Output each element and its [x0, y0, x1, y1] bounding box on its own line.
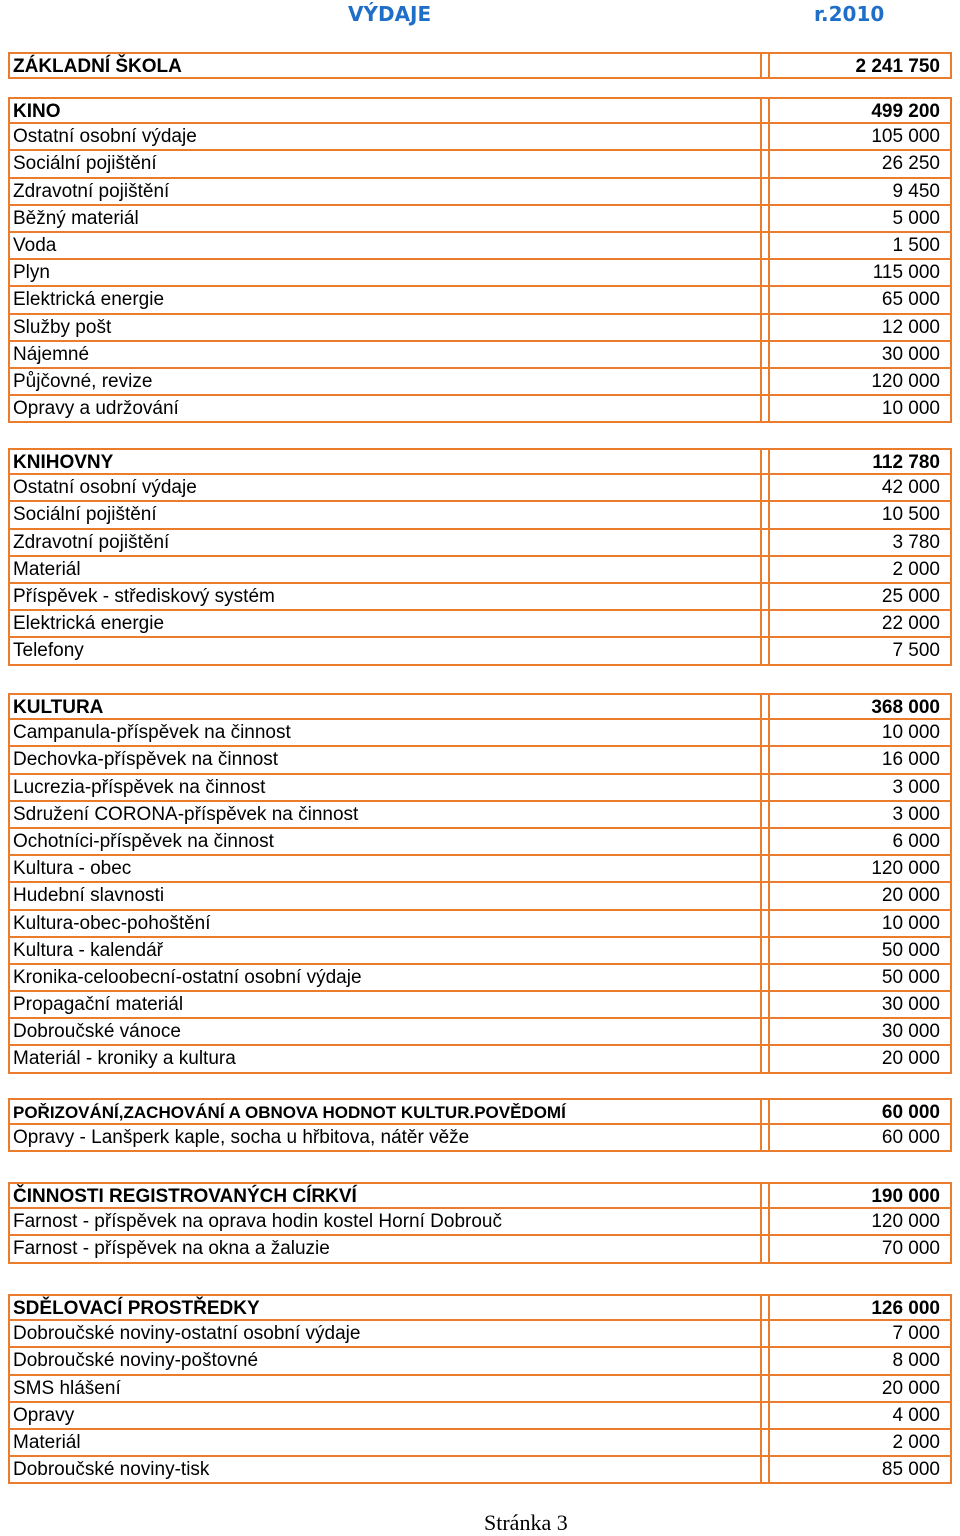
item-label: Dobroučské noviny-ostatní osobní výdaje [8, 1321, 762, 1346]
item-amount: 30 000 [768, 992, 952, 1017]
item-amount: 70 000 [768, 1236, 952, 1261]
section-header-row [8, 448, 952, 475]
table-row [8, 1376, 952, 1403]
section-header-row [8, 693, 952, 720]
section-title: ČINNOSTI REGISTROVANÝCH CÍRKVÍ [8, 1184, 762, 1207]
table-row [8, 206, 952, 233]
item-label: Půjčovné, revize [8, 369, 762, 394]
item-label: Propagační materiál [8, 992, 762, 1017]
section-title: SDĚLOVACÍ PROSTŘEDKY [8, 1296, 762, 1319]
item-label: Materiál - kroniky a kultura [8, 1046, 762, 1071]
table-row [8, 502, 952, 529]
item-amount: 42 000 [768, 475, 952, 500]
table-row [8, 1209, 952, 1236]
section-title: KNIHOVNY [8, 450, 762, 473]
item-label: Kultura - kalendář [8, 938, 762, 963]
section-title: KINO [8, 99, 762, 122]
table-row [8, 747, 952, 774]
table-row [8, 342, 952, 369]
item-label: Kultura - obec [8, 856, 762, 881]
item-label: Elektrická energie [8, 611, 762, 636]
table-row [8, 1348, 952, 1375]
table-row [8, 992, 952, 1019]
item-amount: 65 000 [768, 287, 952, 312]
item-amount: 85 000 [768, 1457, 952, 1482]
table-row [8, 1019, 952, 1046]
item-amount: 10 000 [768, 720, 952, 745]
item-label: Služby pošt [8, 315, 762, 340]
section-table [8, 693, 952, 1074]
item-label: Plyn [8, 260, 762, 285]
table-row [8, 287, 952, 314]
item-amount: 7 000 [768, 1321, 952, 1346]
section-table [8, 52, 952, 79]
item-amount: 10 000 [768, 911, 952, 936]
item-label: Telefony [8, 638, 762, 663]
table-row [8, 557, 952, 584]
item-amount: 3 000 [768, 802, 952, 827]
item-amount: 105 000 [768, 124, 952, 149]
item-label: Ochotníci-příspěvek na činnost [8, 829, 762, 854]
table-row [8, 475, 952, 502]
table-row [8, 938, 952, 965]
table-row [8, 584, 952, 611]
table-row [8, 124, 952, 151]
item-amount: 10 500 [768, 502, 952, 527]
table-row [8, 179, 952, 206]
section-table [8, 97, 952, 423]
table-row [8, 965, 952, 992]
table-row [8, 1321, 952, 1348]
item-amount: 8 000 [768, 1348, 952, 1373]
item-label: Lucrezia-příspěvek na činnost [8, 775, 762, 800]
item-amount: 5 000 [768, 206, 952, 231]
item-amount: 120 000 [768, 1209, 952, 1234]
item-label: Materiál [8, 557, 762, 582]
section-title: ZÁKLADNÍ ŠKOLA [8, 54, 762, 77]
table-row [8, 1125, 952, 1152]
table-row [8, 260, 952, 287]
item-amount: 12 000 [768, 315, 952, 340]
table-row [8, 233, 952, 260]
year-label: r.2010 [814, 2, 885, 26]
item-label: Ostatní osobní výdaje [8, 475, 762, 500]
item-label: Zdravotní pojištění [8, 179, 762, 204]
item-label: Sociální pojištění [8, 502, 762, 527]
item-amount: 2 000 [768, 1430, 952, 1455]
section-table [8, 448, 952, 666]
item-amount: 20 000 [768, 883, 952, 908]
table-row [8, 775, 952, 802]
table-row [8, 611, 952, 638]
item-amount: 4 000 [768, 1403, 952, 1428]
section-total: 126 000 [768, 1296, 952, 1319]
item-amount: 120 000 [768, 856, 952, 881]
item-amount: 25 000 [768, 584, 952, 609]
table-row [8, 151, 952, 178]
item-label: Elektrická energie [8, 287, 762, 312]
page-number: Stránka 3 [484, 1510, 568, 1535]
item-label: Běžný materiál [8, 206, 762, 231]
table-row [8, 1046, 952, 1073]
section-total: 368 000 [768, 695, 952, 718]
section-total: 60 000 [768, 1100, 952, 1123]
table-row [8, 856, 952, 883]
item-amount: 3 780 [768, 530, 952, 555]
item-amount: 3 000 [768, 775, 952, 800]
section-header-row [8, 97, 952, 124]
section-total: 2 241 750 [768, 54, 952, 77]
section-header-row [8, 52, 952, 79]
item-label: Farnost - příspěvek na oprava hodin kostel Horní Dobrouč [8, 1209, 762, 1234]
table-row [8, 1403, 952, 1430]
item-amount: 9 450 [768, 179, 952, 204]
section-table [8, 1182, 952, 1264]
section-header-row [8, 1294, 952, 1321]
item-label: Farnost - příspěvek na okna a žaluzie [8, 1236, 762, 1261]
table-row [8, 829, 952, 856]
table-row [8, 911, 952, 938]
section-table [8, 1098, 952, 1152]
section-total: 190 000 [768, 1184, 952, 1207]
item-amount: 20 000 [768, 1046, 952, 1071]
item-amount: 50 000 [768, 965, 952, 990]
table-row [8, 1457, 952, 1484]
item-amount: 50 000 [768, 938, 952, 963]
table-row [8, 802, 952, 829]
table-row [8, 396, 952, 423]
section-title: KULTURA [8, 695, 762, 718]
table-row [8, 530, 952, 557]
table-row [8, 883, 952, 910]
item-label: Příspěvek - střediskový systém [8, 584, 762, 609]
item-amount: 22 000 [768, 611, 952, 636]
item-label: Ostatní osobní výdaje [8, 124, 762, 149]
item-label: Opravy - Lanšperk kaple, socha u hřbitova, nátěr věže [8, 1125, 762, 1150]
item-label: Hudební slavnosti [8, 883, 762, 908]
item-amount: 120 000 [768, 369, 952, 394]
item-label: Opravy [8, 1403, 762, 1428]
item-amount: 30 000 [768, 1019, 952, 1044]
item-label: Materiál [8, 1430, 762, 1455]
item-amount: 16 000 [768, 747, 952, 772]
item-amount: 10 000 [768, 396, 952, 421]
item-label: Kronika-celoobecní-ostatní osobní výdaje [8, 965, 762, 990]
item-amount: 20 000 [768, 1376, 952, 1401]
table-row [8, 369, 952, 396]
item-label: Opravy a udržování [8, 396, 762, 421]
item-amount: 26 250 [768, 151, 952, 176]
section-table [8, 1294, 952, 1484]
table-row [8, 720, 952, 747]
item-label: Campanula-příspěvek na činnost [8, 720, 762, 745]
table-row [8, 315, 952, 342]
table-row [8, 638, 952, 665]
item-label: Voda [8, 233, 762, 258]
section-total: 112 780 [768, 450, 952, 473]
section-title: POŘIZOVÁNÍ,ZACHOVÁNÍ A OBNOVA HODNOT KULTUR.POVĚDOMÍ [8, 1100, 762, 1123]
item-label: Sociální pojištění [8, 151, 762, 176]
item-label: Dobroučské vánoce [8, 1019, 762, 1044]
item-amount: 6 000 [768, 829, 952, 854]
item-label: Nájemné [8, 342, 762, 367]
item-amount: 2 000 [768, 557, 952, 582]
page-title: VÝDAJE [348, 2, 432, 26]
section-total: 499 200 [768, 99, 952, 122]
table-row [8, 1236, 952, 1263]
item-label: Zdravotní pojištění [8, 530, 762, 555]
item-label: SMS hlášení [8, 1376, 762, 1401]
item-label: Kultura-obec-pohoštění [8, 911, 762, 936]
section-header-row [8, 1182, 952, 1209]
item-label: Sdružení CORONA-příspěvek na činnost [8, 802, 762, 827]
item-amount: 60 000 [768, 1125, 952, 1150]
item-amount: 115 000 [768, 260, 952, 285]
section-header-row [8, 1098, 952, 1125]
item-label: Dobroučské noviny-poštovné [8, 1348, 762, 1373]
item-amount: 1 500 [768, 233, 952, 258]
item-label: Dobroučské noviny-tisk [8, 1457, 762, 1482]
item-amount: 7 500 [768, 638, 952, 663]
item-amount: 30 000 [768, 342, 952, 367]
item-label: Dechovka-příspěvek na činnost [8, 747, 762, 772]
table-row [8, 1430, 952, 1457]
